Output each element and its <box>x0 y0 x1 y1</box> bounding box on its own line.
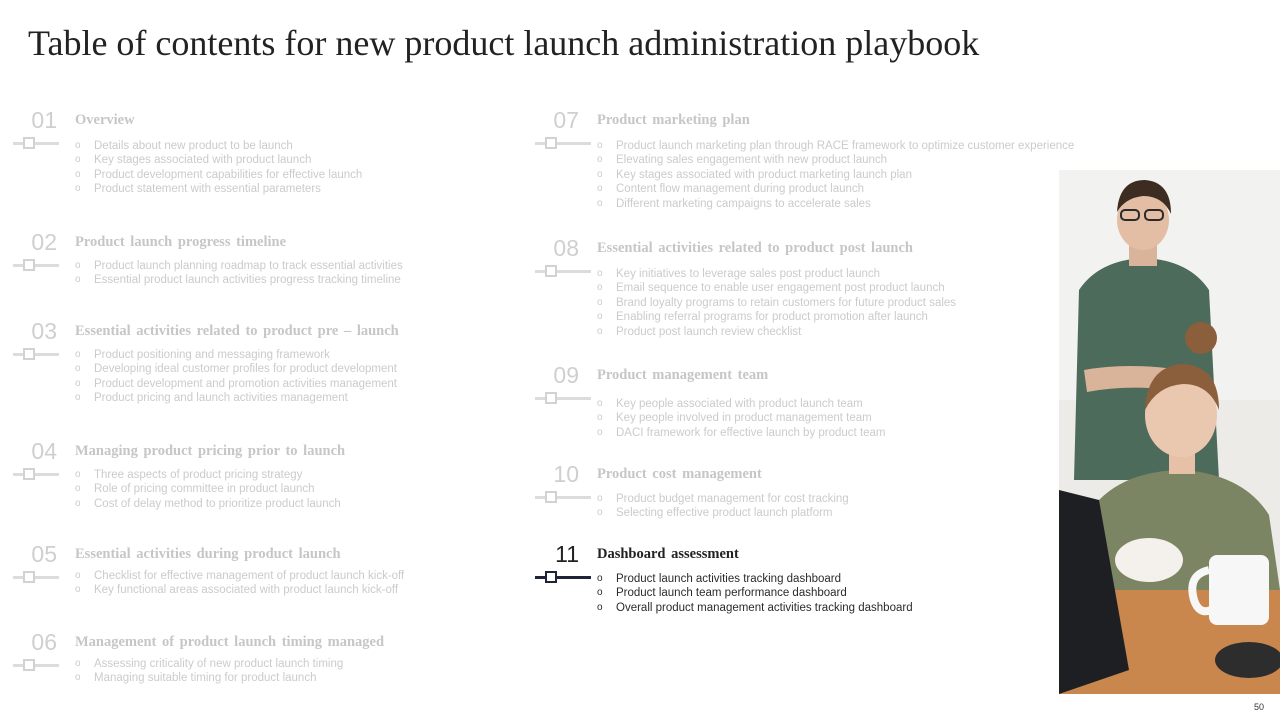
list-item: o Key functional areas associated with product launch kick-off <box>75 584 399 597</box>
section-connector <box>535 392 581 404</box>
list-item: o Managing suitable timing for product launch <box>75 672 317 685</box>
list-item: o Three aspects of product pricing strategy <box>75 469 303 481</box>
list-item: o Selecting effective product launch platform <box>597 507 833 520</box>
section-heading: Essential activities related to product pre – launch <box>75 323 399 339</box>
list-item: o Product launch planning roadmap to track essential activities <box>75 260 403 272</box>
toc-section-07[interactable] <box>535 107 1105 212</box>
section-items <box>75 657 343 686</box>
section-heading: Overview <box>75 112 135 128</box>
list-item: o Key initiatives to leverage sales post product launch <box>597 268 881 280</box>
toc-section-03[interactable] <box>13 318 493 408</box>
section-items <box>597 397 886 440</box>
list-item: o Product launch team performance dashboard <box>597 587 847 600</box>
section-connector <box>535 491 581 503</box>
section-number: 02 <box>31 229 57 255</box>
section-connector <box>535 571 581 583</box>
section-connector <box>13 468 59 480</box>
list-item: o Key stages associated with product marketing launch plan <box>597 168 912 181</box>
section-connector <box>535 265 581 277</box>
section-items <box>597 492 849 521</box>
list-item: o Different marketing campaigns to accelerate sales <box>597 197 871 210</box>
section-connector <box>535 137 581 149</box>
section-number: 03 <box>31 318 57 344</box>
list-item: o Product launch marketing plan through RACE framework to optimize customer experience <box>597 140 1075 152</box>
list-item: o Enabling referral programs for product promotion after launch <box>597 311 928 324</box>
list-item: o Product statement with essential parameters <box>75 183 321 196</box>
section-number: 09 <box>553 362 579 388</box>
section-items <box>75 139 362 197</box>
section-heading: Essential activities during product launch <box>75 546 341 562</box>
section-items <box>597 139 1074 211</box>
team-photo <box>1059 170 1280 694</box>
list-item: o Developing ideal customer profiles for product development <box>75 363 397 376</box>
list-item: o Cost of delay method to prioritize product launch <box>75 497 341 510</box>
toc-section-09[interactable] <box>535 362 1035 442</box>
section-number: 01 <box>31 107 57 133</box>
section-items <box>75 569 404 598</box>
section-connector <box>13 137 59 149</box>
section-number: 11 <box>555 541 579 567</box>
section-heading: Managing product pricing prior to launch <box>75 443 346 459</box>
page-title: Table of contents for new product launch administration playbook <box>28 23 980 63</box>
list-item: o Assessing criticality of new product launch timing <box>75 658 344 670</box>
section-connector <box>13 348 59 360</box>
page-number: 50 <box>1254 702 1265 712</box>
list-item: o Details about new product to be launch <box>75 140 293 152</box>
section-items <box>597 267 956 339</box>
section-heading: Product marketing plan <box>597 112 750 128</box>
section-heading: Management of product launch timing managed <box>75 634 385 650</box>
list-item: o Product pricing and launch activities management <box>75 392 348 405</box>
toc-section-04[interactable] <box>13 438 493 513</box>
list-item: o Role of pricing committee in product launch <box>75 483 315 496</box>
section-heading: Dashboard assessment <box>597 546 739 562</box>
toc-section-05[interactable] <box>13 541 493 601</box>
section-items <box>597 572 913 615</box>
toc-section-01[interactable] <box>13 107 493 197</box>
list-item: o Product post launch review checklist <box>597 325 802 338</box>
toc-section-06[interactable] <box>13 629 493 689</box>
section-heading: Essential activities related to product post launch <box>597 240 913 256</box>
list-item: o Key people involved in product management team <box>597 412 872 425</box>
section-number: 05 <box>31 541 57 567</box>
section-items <box>75 259 403 288</box>
list-item: o DACI framework for effective launch by product team <box>597 426 886 439</box>
toc-section-11[interactable] <box>535 541 1035 621</box>
list-item: o Overall product management activities tracking dashboard <box>597 601 913 614</box>
section-number: 04 <box>31 438 57 464</box>
list-item: o Brand loyalty programs to retain customers for future product sales <box>597 296 957 309</box>
list-item: o Essential product launch activities progress tracking timeline <box>75 274 401 287</box>
list-item: o Key people associated with product launch team <box>597 398 863 410</box>
list-item: o Product launch activities tracking dashboard <box>597 573 842 585</box>
section-heading: Product launch progress timeline <box>75 234 287 250</box>
toc-section-08[interactable] <box>535 235 1035 340</box>
list-item: o Elevating sales engagement with new product launch <box>597 154 888 167</box>
section-items <box>75 348 397 406</box>
section-heading: Product cost management <box>597 466 762 482</box>
list-item: o Product positioning and messaging framework <box>75 349 330 361</box>
section-number: 08 <box>553 235 579 261</box>
section-number: 10 <box>553 461 579 487</box>
list-item: o Key stages associated with product launch <box>75 154 312 167</box>
section-connector <box>13 259 59 271</box>
list-item: o Checklist for effective management of product launch kick-off <box>75 570 405 582</box>
toc-section-02[interactable] <box>13 229 493 289</box>
section-items <box>75 468 341 511</box>
toc-section-10[interactable] <box>535 461 1035 521</box>
list-item: o Email sequence to enable user engagement post product launch <box>597 282 945 295</box>
section-heading: Product management team <box>597 367 769 383</box>
section-connector <box>13 571 59 583</box>
section-number: 07 <box>553 107 579 133</box>
section-number: 06 <box>31 629 57 655</box>
list-item: o Product budget management for cost tracking <box>597 493 849 505</box>
list-item: o Content flow management during product launch <box>597 183 865 196</box>
list-item: o Product development capabilities for effective launch <box>75 168 363 181</box>
list-item: o Product development and promotion activities management <box>75 377 398 390</box>
section-connector <box>13 659 59 671</box>
